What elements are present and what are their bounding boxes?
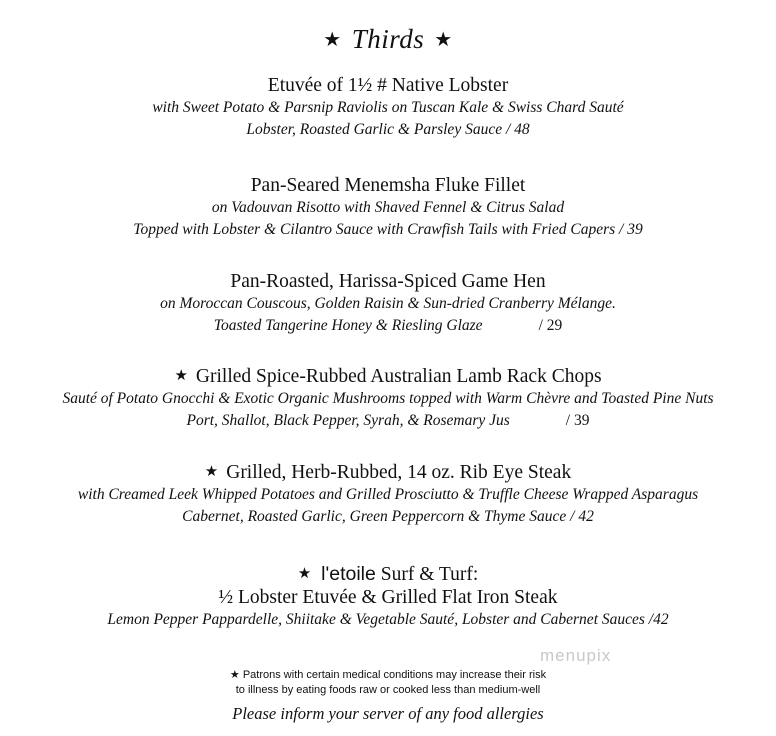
star-icon: ★ [204,464,219,480]
dish-description-text: Toasted Tangerine Honey & Riesling Glaze [213,317,483,334]
dish-name: Surf & Turf: [380,564,479,585]
dish-description: on Vadouvan Risotto with Shaved Fennel & Citrus Salad [211,199,565,216]
dish-name: Pan-Seared Menemsha Fluke Fillet [250,175,526,196]
dish-description: with Sweet Potato & Parsnip Raviolis on Tuscan Kale & Swiss Chard Sauté [152,99,624,116]
menupix-watermark: menupix [540,646,612,665]
menu-item [0,563,776,631]
dish-name-row [0,365,776,388]
dish-description: Lobster, Roasted Garlic & Parsley Sauce / 48 [246,121,530,138]
star-icon: ★ [174,368,188,384]
star-icon: ★ [297,566,312,582]
section-title [0,24,776,55]
dish-price: / 39 [565,412,590,429]
dish-subtitle: ½ Lobster Etuvée & Grilled Flat Iron Steak [218,587,558,608]
dish-description: Sauté of Potato Gnocchi & Exotic Organic Mushrooms topped with Warm Chèvre and Toasted Pine Nuts [62,390,714,407]
star-icon: ★ [229,669,240,681]
menu-item [0,365,776,432]
star-icon: ★ [323,29,342,51]
dish-name: Grilled Spice-Rubbed Australian Lamb Rack Chops [195,366,602,387]
health-notice-line: to illness by eating foods raw or cooked less than medium-well [235,684,541,696]
menu-item [0,461,776,528]
health-notice-line [0,668,776,683]
dish-description: Lemon Pepper Pappardelle, Shiitake & Vegetable Sauté, Lobster and Cabernet Sauces /42 [107,611,669,628]
dish-description: with Creamed Leek Whipped Potatoes and Grilled Prosciutto & Truffle Cheese Wrapped Asparagus [77,486,699,503]
dish-name: Grilled, Herb-Rubbed, 14 oz. Rib Eye Steak [226,462,572,483]
menu-item [0,74,776,141]
dish-price: / 29 [538,317,563,334]
menu-item [0,174,776,241]
section-title-text: Thirds [351,24,425,54]
dish-name-row [0,461,776,484]
menu-item [0,270,776,337]
dish-description-text: Port, Shallot, Black Pepper, Syrah, & Rosemary Jus [186,412,510,429]
health-notice-text: Patrons with certain medical conditions may increase their risk [242,669,547,681]
dish-description: Topped with Lobster & Cilantro Sauce with Crawfish Tails with Fried Capers / 39 [133,221,643,238]
health-notice [0,668,776,698]
dish-description: Cabernet, Roasted Garlic, Green Peppercorn & Thyme Sauce / 42 [182,508,594,525]
dish-name-row [0,563,776,586]
star-icon: ★ [434,29,453,51]
allergy-notice: Please inform your server of any food allergies [232,704,544,723]
dish-description-with-price [0,315,776,337]
dish-name: Pan-Roasted, Harissa-Spiced Game Hen [230,271,546,292]
brand-name: l'etoile [321,563,376,585]
dish-description: on Moroccan Couscous, Golden Raisin & Sun-dried Cranberry Mélange. [160,295,616,312]
dish-description-with-price [0,410,776,432]
dish-name: Etuvée of 1½ # Native Lobster [267,75,509,96]
